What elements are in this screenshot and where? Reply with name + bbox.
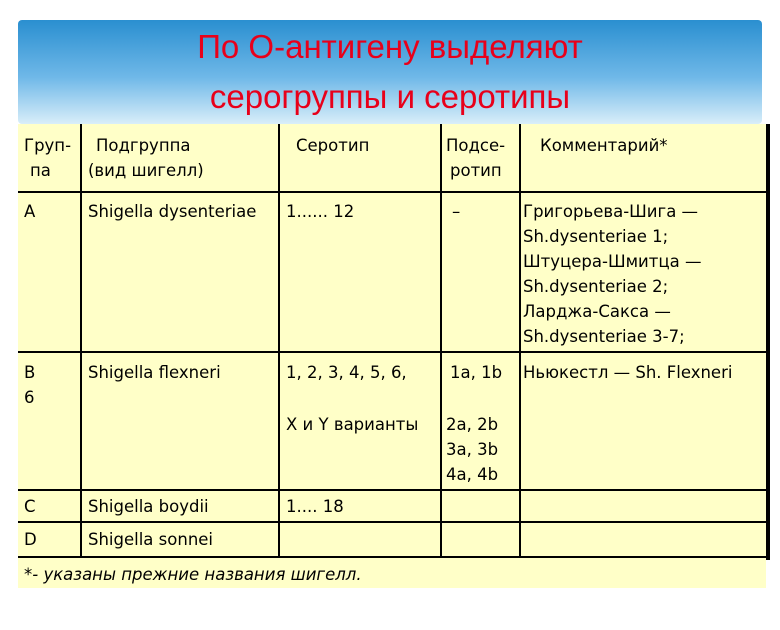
- row-b-subgroup: Shigella flexneri: [88, 363, 221, 382]
- row-separator-b: [18, 489, 766, 491]
- row-a-subserotype: –: [452, 202, 461, 221]
- header-subgroup-line1: Подгруппа: [96, 136, 191, 155]
- comment-line: Sh.dysenteriae 2;: [523, 277, 669, 296]
- header-group-line1: Груп-: [24, 136, 72, 155]
- row-b-serotype-variants: X и Y варианты: [286, 415, 419, 434]
- row-separator-c: [18, 521, 766, 523]
- comment-line: Григорьева-Шига —: [523, 202, 699, 221]
- table-bottom-line: [18, 556, 766, 558]
- header-serotype: Серотип: [296, 136, 370, 155]
- row-b-group: [24, 360, 35, 410]
- row-b-comment: Ньюкестл — Sh. Flexneri: [523, 363, 733, 382]
- row-d-subgroup: Shigella sonnei: [88, 530, 214, 549]
- row-a-subgroup: Shigella dysenteriae: [88, 202, 257, 221]
- header-group-line2: па: [30, 161, 51, 180]
- row-a-comments: [523, 199, 701, 349]
- comment-line: Ларджа-Сакса —: [523, 302, 671, 321]
- row-b-group-latin: B: [24, 363, 36, 382]
- header-subserotype-line1: Подсе-: [446, 136, 506, 155]
- comment-line: Sh.dysenteriae 1;: [523, 227, 669, 246]
- row-b-subserotypes: [446, 412, 498, 487]
- col-divider-2: [278, 124, 280, 558]
- col-divider-3: [440, 124, 442, 558]
- footnote: *- указаны прежние названия шигелл.: [24, 565, 362, 584]
- row-c-group: C: [24, 497, 36, 516]
- header-subgroup-line2: (вид шигелл): [88, 161, 204, 180]
- title-line-1: По О-антигену выделяют: [197, 28, 583, 65]
- header-subserotype-line2: ротип: [450, 161, 502, 180]
- row-b-subserotype-1: 1a, 1b: [450, 363, 503, 382]
- sheet-right-border: [766, 124, 770, 560]
- row-c-serotype: 1.... 18: [286, 497, 344, 516]
- subserotype-line: 2a, 2b: [446, 415, 499, 434]
- row-a-group: A: [24, 202, 36, 221]
- subserotype-line: 4a, 4b: [446, 465, 499, 484]
- row-separator-a: [18, 351, 766, 353]
- comment-line: Штуцера-Шмитца —: [523, 252, 702, 271]
- row-a-serotype: 1...... 12: [286, 202, 355, 221]
- slide-title: [18, 22, 762, 122]
- col-divider-4: [519, 124, 521, 558]
- row-d-group: D: [24, 530, 37, 549]
- header-subserotype: [446, 133, 505, 183]
- col-divider-1: [80, 124, 82, 558]
- header-group: [24, 133, 71, 183]
- row-c-subgroup: Shigella boydii: [88, 497, 209, 516]
- row-b-group-cyrillic: 6: [24, 388, 35, 407]
- header-separator: [18, 191, 766, 193]
- comment-line: Sh.dysenteriae 3-7;: [523, 327, 685, 346]
- title-line-2: серогруппы и серотипы: [209, 78, 571, 115]
- header-subgroup: [88, 133, 204, 183]
- row-b-serotype: 1, 2, 3, 4, 5, 6,: [286, 363, 407, 382]
- subserotype-line: 3a, 3b: [446, 440, 499, 459]
- header-comment: Комментарий*: [540, 136, 668, 155]
